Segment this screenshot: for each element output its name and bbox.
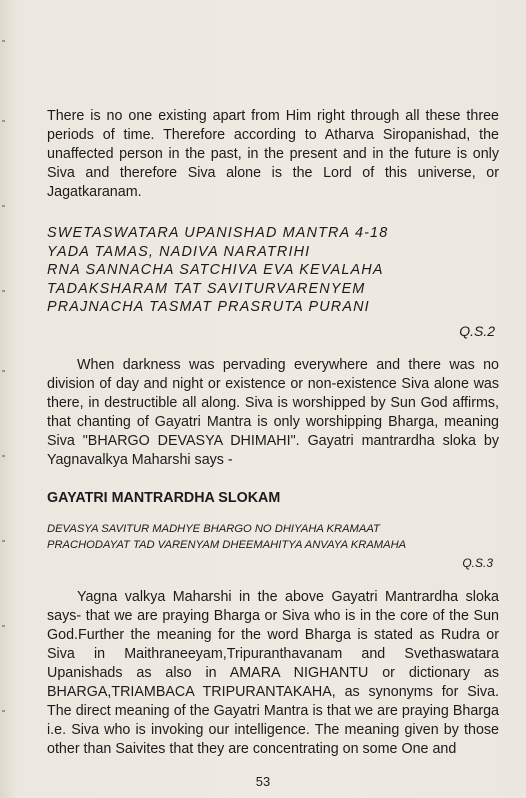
- mantra-line: YADA TAMAS, NADIVA NARATRIHI: [47, 243, 311, 260]
- paragraph-yagnavalkya: Yagna valkya Maharshi in the above Gayatri Mantrardha sloka says- that we are praying Bharga or Siva who is in the core of the Sun God.Further the meaning for the word Bharga is stated as Rudra or Siva in Maithraneeyam,Tripuranthavanam and Svethaswatara Upanishads as also in AMARA NIGHANTU or dictionary as BHARGA,TRIAMBACA TRIPURANTAKAHA, as synonyms for Siva. The direct meaning of the Gayatri Mantra is that we are praying Bharga i.e. Siva who is invoking our intelligence. The meaning given by those other than Saivites that they are concentrating on some One and: [47, 588, 499, 757]
- page-edge-marks: [2, 0, 6, 798]
- mantra-line: SWETASWATARA UPANISHAD MANTRA 4-18: [47, 225, 389, 241]
- page-content: [47, 107, 499, 759]
- mantra-reference: Q.S.2: [459, 322, 495, 339]
- page-number: 53: [255, 774, 271, 789]
- mantra-line: TADAKSHARAM TAT SAVITURVARENYEM: [47, 280, 366, 297]
- paragraph-atharva: There is no one existing apart from Him right through all these three periods of time. Therefore according to Atharva Siropanishad, the unaffected person in the past, in the present and in the future is only Siva and therefore Siva alone is the Lord of this universe, or Jagatkaranam.: [47, 108, 499, 200]
- mantra-line: RNA SANNACHA SATCHIVA EVA KEVALAHA: [47, 262, 384, 279]
- paragraph-darkness: When darkness was pervading everywhere and there was no division of day and night or existence or non-existence Siva alone was there, in destructible all along. Siva is worshipped by Sun God affirms, that chanting of Gayatri Mantra is only worshipping Bharga, meaning Siva "BHARGO DEVASYA DHIMAHI". Gayatri mantrardha sloka by Yagnavalkya Maharshi says -: [47, 356, 499, 468]
- sloka-line: DEVASYA SAVITUR MADHYE BHARGO NO DHIYAHA KRAMAAT: [47, 522, 380, 535]
- mantra-block: [47, 224, 499, 317]
- section-heading: GAYATRI MANTRARDHA SLOKAM: [47, 489, 281, 506]
- sloka-line: PRACHODAYAT TAD VARENYAM DHEEMAHITYA ANVAYA KRAMAHA: [47, 538, 407, 551]
- sloka-reference: Q.S.3: [462, 555, 493, 570]
- mantra-line: PRAJNACHA TASMAT PRASRUTA PURANI: [47, 299, 370, 316]
